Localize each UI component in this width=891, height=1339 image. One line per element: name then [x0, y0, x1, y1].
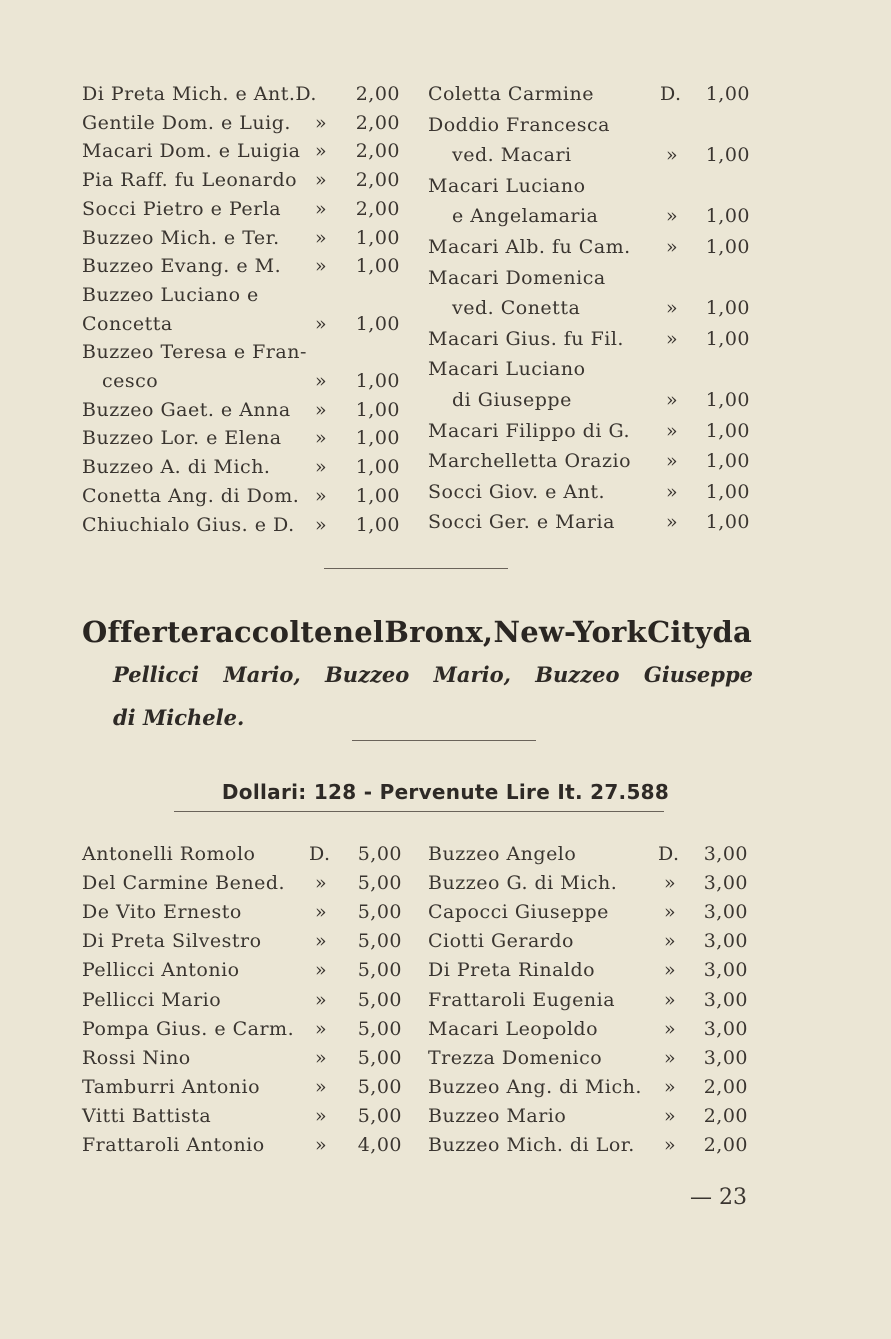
ditto-mark: » [666, 205, 679, 228]
donor-name: Frattaroli Eugenia [428, 988, 616, 1011]
donor-row [82, 396, 412, 424]
donor-row [82, 1015, 412, 1043]
donor-name: Concetta [82, 312, 173, 335]
donor-row [428, 1131, 758, 1159]
collector-name-word: Mario, [223, 662, 301, 687]
donation-amount: 3,00 [703, 901, 748, 924]
donor-name: Macari Luciano [428, 174, 586, 197]
donation-amount: 2,00 [355, 83, 400, 105]
ditto-mark: » [315, 370, 328, 392]
ditto-mark: » [315, 226, 328, 249]
donor-row [428, 986, 758, 1014]
donor-row [428, 111, 758, 139]
donation-amount: 2,00 [703, 1104, 748, 1127]
donor-row [428, 141, 758, 169]
donation-amount: 5,00 [357, 1017, 402, 1040]
ditto-mark: » [666, 419, 679, 442]
donation-amount: 3,00 [703, 1017, 748, 1040]
donor-name: Macari Luciano [428, 358, 586, 381]
donation-amount: 2,00 [355, 197, 400, 220]
donor-row [82, 80, 412, 108]
donor-name: Marchelletta Orazio [428, 450, 632, 473]
donor-row [82, 224, 412, 252]
donor-name: Macari Gius. fu Fil. [428, 327, 624, 350]
ditto-mark: » [666, 450, 679, 473]
donor-name: Buzzeo Mich. di Lor. [428, 1134, 635, 1156]
donor-row [428, 956, 758, 984]
donation-amount: 5,00 [357, 1046, 402, 1069]
ditto-mark: » [666, 327, 679, 350]
donor-row [82, 137, 412, 165]
donor-name: Buzzeo A. di Mich. [82, 456, 271, 479]
donor-name: Del Carmine Bened. [82, 872, 286, 895]
ditto-mark: » [315, 872, 328, 895]
heading-word: Bronx, [384, 615, 494, 649]
ditto-mark: » [315, 197, 328, 220]
ditto-mark: » [315, 959, 328, 982]
donor-name: Pellicci Antonio [82, 959, 240, 982]
ditto-mark: » [315, 111, 328, 134]
donor-name: cesco [102, 370, 159, 392]
donation-amount: 5,00 [357, 1104, 402, 1127]
donation-amount: 1,00 [355, 456, 400, 479]
donor-name: Socci Giov. e Ant. [428, 480, 606, 503]
donor-name: Conetta Ang. di Dom. [82, 484, 300, 507]
donor-row [82, 1131, 412, 1159]
donor-row [82, 424, 412, 452]
collector-name-word: Giuseppe [643, 662, 753, 687]
ditto-mark: » [315, 140, 328, 163]
ditto-mark: » [315, 255, 328, 278]
ditto-mark: » [315, 312, 328, 335]
donor-name: e Angelamaria [452, 205, 599, 228]
donor-name: Buzzeo Ang. di Mich. [428, 1075, 642, 1098]
donor-row [428, 898, 758, 926]
section-divider-top [324, 568, 508, 569]
ditto-mark: » [664, 1017, 677, 1040]
collectors-line-2: di Michele. [113, 705, 245, 730]
ditto-mark: » [664, 988, 677, 1011]
donation-amount: 5,00 [357, 872, 402, 895]
ditto-mark: » [315, 427, 328, 450]
donation-amount: 1,00 [705, 480, 750, 503]
donor-name: di Giuseppe [452, 389, 572, 411]
ditto-mark: D. [660, 83, 682, 105]
donor-name: Buzzeo Luciano e [82, 283, 259, 306]
donor-row [428, 233, 758, 261]
ditto-mark: » [666, 297, 679, 320]
heading-word: da [712, 615, 752, 649]
collector-name-word: Mario, [433, 662, 511, 687]
donor-row [82, 338, 412, 366]
heading-word: New-York [493, 615, 647, 649]
donation-amount: 1,00 [705, 450, 750, 473]
donor-name: Buzzeo Evang. e M. [82, 255, 282, 278]
section-heading [82, 610, 752, 654]
donor-row [428, 1073, 758, 1101]
donation-amount: 3,00 [703, 843, 748, 865]
ditto-mark: » [315, 513, 328, 536]
donor-name: ved. Conetta [452, 297, 581, 320]
donation-amount: 5,00 [357, 1075, 402, 1098]
ditto-mark: » [664, 930, 677, 953]
donation-amount: 3,00 [703, 988, 748, 1011]
donor-name: ved. Macari [452, 144, 572, 167]
donation-amount: 1,00 [705, 419, 750, 442]
donation-amount: 1,00 [705, 236, 750, 258]
ditto-mark: » [666, 144, 679, 167]
donor-name: Socci Pietro e Perla [82, 197, 282, 220]
donor-row [82, 1044, 412, 1072]
donor-row [82, 109, 412, 137]
ditto-mark: » [664, 1075, 677, 1098]
ditto-mark: » [666, 480, 679, 503]
ditto-mark: » [315, 1075, 328, 1098]
donor-row [428, 1102, 758, 1130]
page-number: — 23 [690, 1185, 747, 1210]
collector-name-word: Pellicci [113, 662, 200, 687]
donation-amount: 2,00 [355, 111, 400, 134]
donation-amount: 1,00 [355, 312, 400, 335]
donation-amount: 1,00 [705, 297, 750, 320]
donor-row [82, 1102, 412, 1130]
ditto-mark: » [664, 1134, 677, 1156]
donor-row [82, 1073, 412, 1101]
ditto-mark: » [315, 484, 328, 507]
ditto-mark: D. [309, 843, 331, 865]
donation-amount: 1,00 [705, 205, 750, 228]
donation-amount: 2,00 [355, 169, 400, 192]
ditto-mark: » [664, 959, 677, 982]
collector-name-word: Buzzeo [535, 662, 620, 687]
ditto-mark: » [315, 988, 328, 1011]
donation-amount: 3,00 [703, 959, 748, 982]
donor-name: Socci Ger. e Maria [428, 511, 615, 534]
donor-name: De Vito Ernesto [82, 901, 242, 924]
donor-row [82, 927, 412, 955]
donation-amount: 1,00 [355, 427, 400, 450]
donor-name: Macari Leopoldo [428, 1017, 599, 1040]
donor-row [428, 386, 758, 414]
donor-name: Capocci Giuseppe [428, 901, 609, 924]
donor-row [428, 447, 758, 475]
donation-amount: 5,00 [357, 988, 402, 1011]
ditto-mark: » [315, 930, 328, 953]
donor-name: Macari Alb. fu Cam. [428, 236, 631, 258]
donation-amount: 1,00 [355, 513, 400, 536]
donor-name: Coletta Carmine [428, 83, 594, 105]
donor-row [82, 281, 412, 309]
donor-name: Macari Filippo di G. [428, 419, 630, 442]
donor-name: Pompa Gius. e Carm. [82, 1017, 295, 1040]
donor-name: Tamburri Antonio [82, 1075, 261, 1098]
donation-amount: 1,00 [355, 370, 400, 392]
donor-name: Trezza Domenico [428, 1046, 603, 1069]
ditto-mark: » [315, 456, 328, 479]
donor-row [428, 478, 758, 506]
donation-amount: 5,00 [357, 901, 402, 924]
heading-word: Offerte [82, 615, 200, 649]
donor-row [428, 1015, 758, 1043]
donor-name: Pia Raff. fu Leonardo [82, 169, 298, 192]
donor-name: Di Preta Silvestro [82, 930, 262, 953]
ditto-mark: » [666, 236, 679, 258]
donor-name: Chiuchialo Gius. e D. [82, 513, 295, 536]
donation-amount: 5,00 [357, 843, 402, 865]
donor-name: Macari Dom. e Luigia [82, 140, 301, 163]
ditto-mark: » [315, 169, 328, 192]
donation-amount: 1,00 [355, 226, 400, 249]
donor-row [428, 927, 758, 955]
donor-row [428, 80, 758, 108]
donor-name: Vitti Battista [82, 1104, 212, 1127]
donor-row [82, 986, 412, 1014]
donor-name: Gentile Dom. e Luig. [82, 111, 291, 134]
donor-row [82, 869, 412, 897]
donor-row [82, 511, 412, 539]
donor-row [82, 482, 412, 510]
donor-name: Rossi Nino [82, 1046, 191, 1069]
collectors-line-1 [113, 653, 753, 697]
ditto-mark: » [315, 901, 328, 924]
donor-row [428, 325, 758, 353]
donation-amount: 1,00 [705, 144, 750, 167]
donor-row [82, 956, 412, 984]
donor-row [428, 869, 758, 897]
donor-row [82, 840, 412, 868]
section-divider-mid [352, 740, 536, 741]
donation-amount: 3,00 [703, 930, 748, 953]
donor-row [428, 264, 758, 292]
donation-amount: 3,00 [703, 1046, 748, 1069]
donor-row [82, 252, 412, 280]
donation-amount: 1,00 [705, 83, 750, 105]
heading-word: raccolte [199, 615, 333, 649]
donor-row [428, 172, 758, 200]
donor-name: Di Preta Mich. e Ant.D. [82, 83, 317, 105]
heading-word: nel [332, 615, 385, 649]
donation-amount: 1,00 [705, 389, 750, 411]
ditto-mark: » [666, 511, 679, 534]
donor-name: Ciotti Gerardo [428, 930, 574, 953]
donor-row [428, 294, 758, 322]
ditto-mark: » [664, 1104, 677, 1127]
donation-amount: 1,00 [355, 255, 400, 278]
donor-name: Buzzeo Angelo [428, 843, 577, 865]
donor-row [82, 195, 412, 223]
donation-amount: 3,00 [703, 872, 748, 895]
donor-row [428, 508, 758, 536]
donation-amount: 4,00 [357, 1134, 402, 1156]
ditto-mark: » [315, 398, 328, 421]
donor-name: Buzzeo G. di Mich. [428, 872, 618, 895]
donor-name: Buzzeo Teresa e Fran- [82, 341, 307, 364]
donor-name: Macari Domenica [428, 266, 606, 289]
donation-amount: 2,00 [703, 1075, 748, 1098]
donation-amount: 1,00 [355, 484, 400, 507]
donor-name: Buzzeo Mich. e Ter. [82, 226, 280, 249]
donor-row [428, 202, 758, 230]
donor-row [428, 1044, 758, 1072]
ditto-mark: » [315, 1017, 328, 1040]
total-underline [174, 811, 664, 812]
donor-row [428, 355, 758, 383]
donor-row [82, 310, 412, 338]
donation-amount: 1,00 [355, 398, 400, 421]
donor-name: Buzzeo Lor. e Elena [82, 427, 282, 450]
donor-row [82, 898, 412, 926]
donor-name: Di Preta Rinaldo [428, 959, 596, 982]
donor-name: Pellicci Mario [82, 988, 222, 1011]
ditto-mark: » [664, 901, 677, 924]
ditto-mark: » [664, 872, 677, 895]
ditto-mark: » [666, 389, 679, 411]
donation-amount: 1,00 [705, 511, 750, 534]
donation-amount: 2,00 [355, 140, 400, 163]
donation-amount: 5,00 [357, 930, 402, 953]
donor-row [82, 367, 412, 395]
heading-word: City [647, 615, 713, 649]
donor-name: Doddio Francesca [428, 113, 610, 136]
ditto-mark: » [315, 1046, 328, 1069]
donor-name: Frattaroli Antonio [82, 1134, 265, 1156]
collector-name-word: Buzzeo [325, 662, 410, 687]
donation-amount: 1,00 [705, 327, 750, 350]
donor-row [428, 417, 758, 445]
ditto-mark: » [315, 1134, 328, 1156]
donor-row [82, 453, 412, 481]
ditto-mark: » [315, 1104, 328, 1127]
ditto-mark: D. [658, 843, 680, 865]
donor-row [428, 840, 758, 868]
total-line: Dollari: 128 - Pervenute Lire It. 27.588 [221, 780, 670, 804]
donation-amount: 5,00 [357, 959, 402, 982]
donor-name: Buzzeo Gaet. e Anna [82, 398, 291, 421]
donor-name: Antonelli Romolo [82, 843, 256, 865]
ditto-mark: » [664, 1046, 677, 1069]
donor-row [82, 166, 412, 194]
donation-amount: 2,00 [703, 1134, 748, 1156]
donor-name: Buzzeo Mario [428, 1104, 567, 1127]
